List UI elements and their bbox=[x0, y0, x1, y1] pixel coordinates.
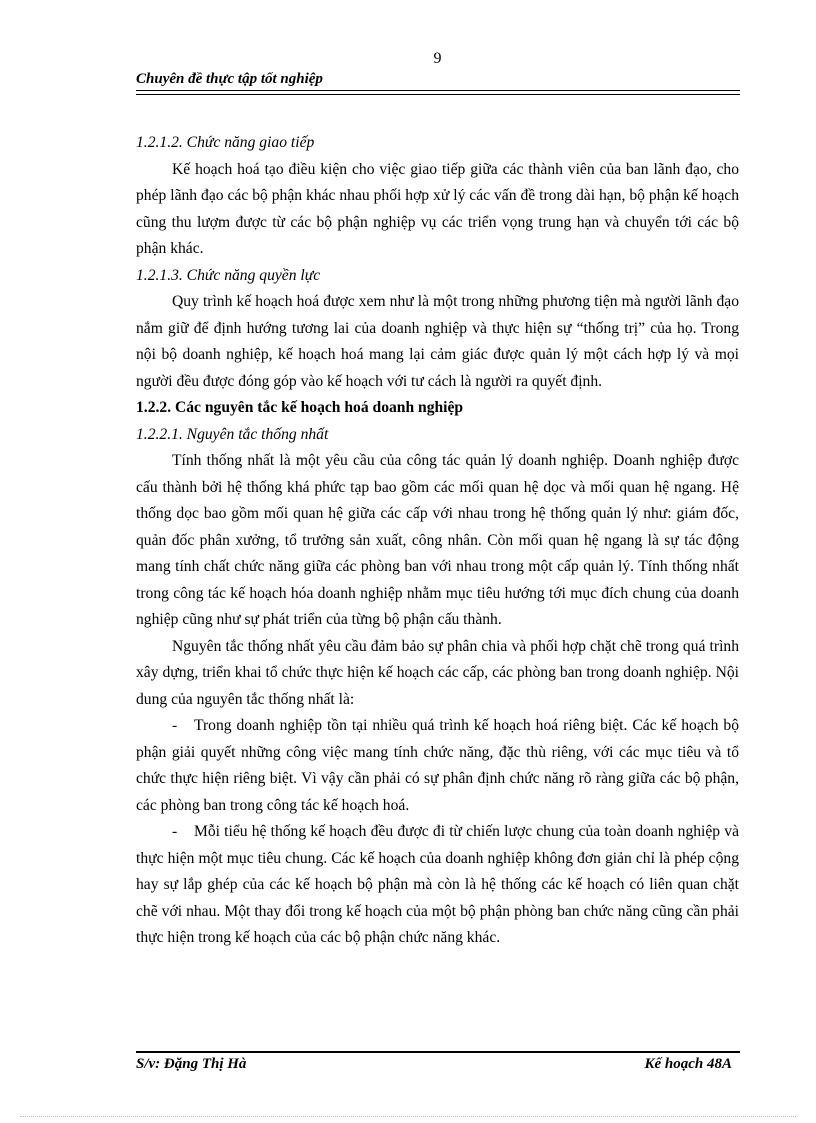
section-heading-authority: 1.2.1.3. Chức năng quyền lực bbox=[136, 266, 321, 284]
section-heading-principles: 1.2.2. Các nguyên tắc kế hoạch hoá doanh nghiệp bbox=[136, 399, 464, 416]
footer-author: S/v: Đặng Thị Hà bbox=[136, 1056, 247, 1072]
footer-class: Kế hoạch 48A bbox=[644, 1056, 732, 1072]
paragraph: Quy trình kế hoạch hoá được xem như là một trong những phương tiện mà người lãnh đạo nắm giữ để định hướng tương lai của doanh nghiệp và thực hiện sự “thống trị” của họ. Trong nội bộ doanh nghiệp, kế hoạch hoá mang lại cảm giác được quản lý một cách hợp lý và mọi người đều được đóng góp vào kế hoạch với tư cách là người ra quyết định. bbox=[136, 293, 739, 390]
section-heading-communication: 1.2.1.2. Chức năng giao tiếp bbox=[136, 134, 315, 151]
bullet-dash: - bbox=[172, 823, 178, 840]
section-heading-unity: 1.2.2.1. Nguyên tắc thống nhất bbox=[136, 425, 329, 443]
paragraph: Nguyên tắc thống nhất yêu cầu đảm bảo sự phân chia và phối hợp chặt chẽ trong quá trình xây dựng, triển khai tổ chức thực hiện kế hoạch các cấp, các phòng ban trong doanh nghiệp. Nội dung của nguyên tắc thống nhất là: bbox=[136, 637, 739, 708]
header-divider bbox=[136, 90, 740, 95]
header-title: Chuyên đề thực tập tốt nghiệp bbox=[136, 71, 323, 87]
bullet-text: Mỗi tiểu hệ thống kế hoạch đều được đi từ chiến lược chung của toàn doanh nghiệp và thực hiện một mục tiêu chung. Các kế hoạch của doanh nghiệp không đơn giản chỉ là phép cộng hay sự lắp ghép của các kế hoạch bộ phận mà còn là hệ thống các kế hoạch có liên quan chặt chẽ với nhau. Một thay đổi trong kế hoạch của một bộ phận phòng ban chức năng cũng cần phải thực hiện trong kế hoạch của các bộ phận chức năng khác. bbox=[136, 823, 739, 946]
page-edge bbox=[20, 1116, 796, 1117]
document-body bbox=[136, 130, 739, 952]
bullet-dash: - bbox=[172, 717, 178, 734]
paragraph: Kế hoạch hoá tạo điều kiện cho việc giao tiếp giữa các thành viên của ban lãnh đạo, cho phép lãnh đạo các bộ phận khác nhau phối hợp xử lý các vấn đề trong dài hạn, bộ phận kế hoạch cũng thu lượm được từ các bộ phận nghiệp vụ các triển vọng trung hạn và chuyển tới các bộ phận khác. bbox=[136, 160, 739, 257]
footer-divider bbox=[136, 1051, 740, 1053]
bullet-item bbox=[136, 713, 739, 819]
page-number: 9 bbox=[433, 50, 442, 67]
paragraph: Tính thống nhất là một yêu cầu của công tác quản lý doanh nghiệp. Doanh nghiệp được cấu thành bởi hệ thống khá phức tạp bao gồm các mối quan hệ dọc và mối quan hệ ngang. Hệ thống dọc bao gồm mối quan hệ giữa các cấp với nhau trong hệ thống quản lý như: giám đốc, quản đốc phân xưởng, tổ trưởng sản xuất, công nhân. Còn mối quan hệ ngang là sự tác động mang tính chất chức năng giữa các phòng ban với nhau trong một cấp quản lý. Tính thống nhất trong công tác kế hoạch hóa doanh nghiệp nhằm mục tiêu hướng tới mục đích chung của doanh nghiệp cũng như sự phát triển của từng bộ phận cấu thành. bbox=[136, 452, 739, 628]
bullet-item bbox=[136, 819, 739, 952]
bullet-text: Trong doanh nghiệp tồn tại nhiều quá trình kế hoạch hoá riêng biệt. Các kế hoạch bộ phận giải quyết những công việc mang tính chức năng, đặc thù riêng, với các mục tiêu và tổ chức thực hiện riêng biệt. Vì vậy cần phải có sự phân định chức năng rõ ràng giữa các bộ phận, các phòng ban trong công tác kế hoạch hoá. bbox=[136, 717, 739, 814]
